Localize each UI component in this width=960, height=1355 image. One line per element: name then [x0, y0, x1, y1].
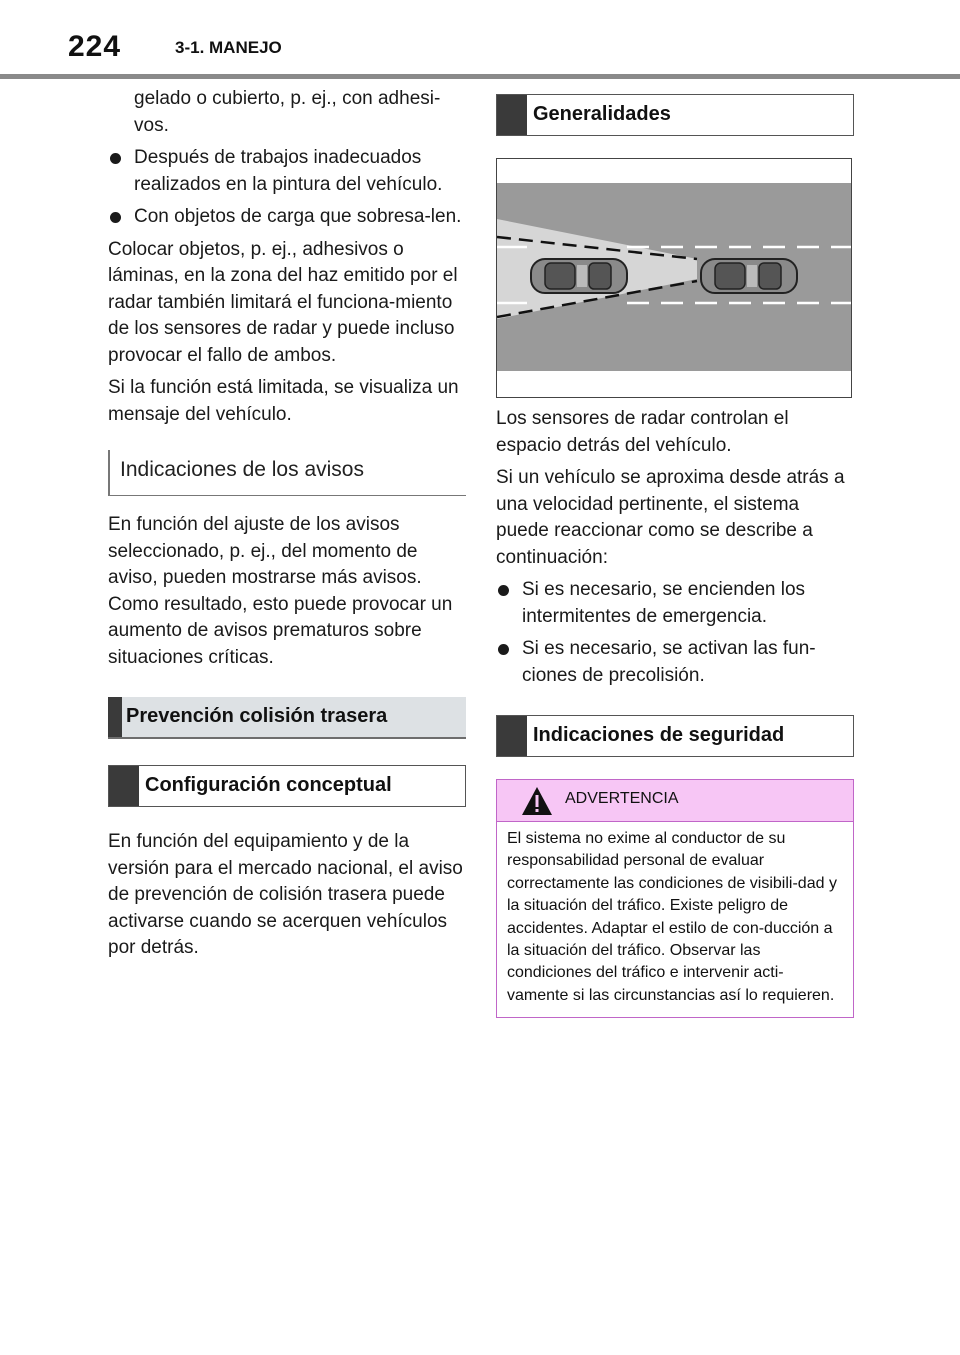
subheading-text: Indicaciones de los avisos	[120, 458, 364, 481]
list-item	[108, 204, 466, 231]
warning-body: El sistema no exime al conductor de su responsabilidad personal de evaluar correctamente las condiciones de visibili-dad y la situación del tráfico. Existe peligro de accidentes. Adaptar el estilo de con-ducción a la situación del tráfico. Observar las condiciones del tráfico e intervenir acti-vamente si las circunstancias así lo requieren.	[507, 830, 837, 1004]
section-heading-rear-collision	[108, 697, 466, 739]
left-column	[108, 86, 466, 968]
radar-diagram-svg	[497, 159, 851, 397]
paragraph: En función del ajuste de los avisos seleccionado, p. ej., del momento de aviso, pueden mostrarse más avisos. Como resultado, esto puede provocar un aumento de avisos prematuros sobre situaciones críticas.	[108, 514, 453, 668]
radar-illustration	[496, 158, 852, 398]
warning-box	[496, 779, 854, 1018]
right-column	[496, 86, 854, 1018]
list-item-text: Si es necesario, se encienden los intermitentes de emergencia.	[522, 579, 806, 627]
heading-marker	[497, 95, 527, 135]
heading-text: Prevención colisión trasera	[126, 705, 388, 727]
page-number: 224	[68, 30, 122, 63]
paragraph: Los sensores de radar controlan el espacio detrás del vehículo.	[496, 408, 789, 456]
paragraph: Si un vehículo se aproxima desde atrás a una velocidad pertinente, el sistema puede reaccionar como se describe a continuación:	[496, 467, 845, 568]
bullet-icon	[498, 644, 509, 655]
list-item-text: Después de trabajos inadecuados realizados en la pintura del vehículo.	[134, 147, 443, 195]
heading-text: Generalidades	[533, 103, 671, 125]
heading-marker	[108, 697, 122, 737]
list-item-text: Con objetos de carga que sobresa-len.	[134, 206, 462, 227]
heading-marker	[109, 766, 139, 806]
list-item	[496, 636, 854, 689]
paragraph: Colocar objetos, p. ej., adhesivos o láminas, en la zona del haz emitido por el radar también limitará el funciona-miento de los sensores de radar y puede incluso provocar el fallo de ambos.	[108, 238, 458, 366]
section-label: 3-1. MANEJO	[175, 38, 282, 57]
list-item	[108, 145, 466, 198]
heading-text: Configuración conceptual	[145, 774, 392, 796]
warning-triangle-icon	[521, 786, 553, 816]
bullet-icon	[110, 212, 121, 223]
subheading-warnings	[108, 450, 466, 496]
list-item-text: Si es necesario, se activan las fun-ciones de precolisión.	[522, 638, 816, 686]
continued-bullet-text: gelado o cubierto, p. ej., con adhesi-vos.	[134, 88, 441, 136]
own-car-icon	[531, 259, 627, 293]
heading-text: Indicaciones de seguridad	[533, 724, 785, 746]
approaching-car-icon	[701, 259, 797, 293]
heading-marker	[497, 716, 527, 756]
warning-header	[497, 780, 853, 822]
heading-general	[496, 94, 854, 136]
header-divider	[0, 74, 960, 79]
heading-conceptual-configuration	[108, 765, 466, 807]
bullet-icon	[498, 585, 509, 596]
paragraph: Si la función está limitada, se visualiza un mensaje del vehículo.	[108, 377, 459, 425]
heading-safety	[496, 715, 854, 757]
warning-title: ADVERTENCIA	[565, 790, 679, 807]
list-item	[496, 577, 854, 630]
bullet-icon	[110, 153, 121, 164]
page-header	[0, 0, 960, 80]
paragraph: En función del equipamiento y de la versión para el mercado nacional, el aviso de prevención de colisión trasera puede activarse cuando se acerquen vehículos por detrás.	[108, 831, 463, 958]
